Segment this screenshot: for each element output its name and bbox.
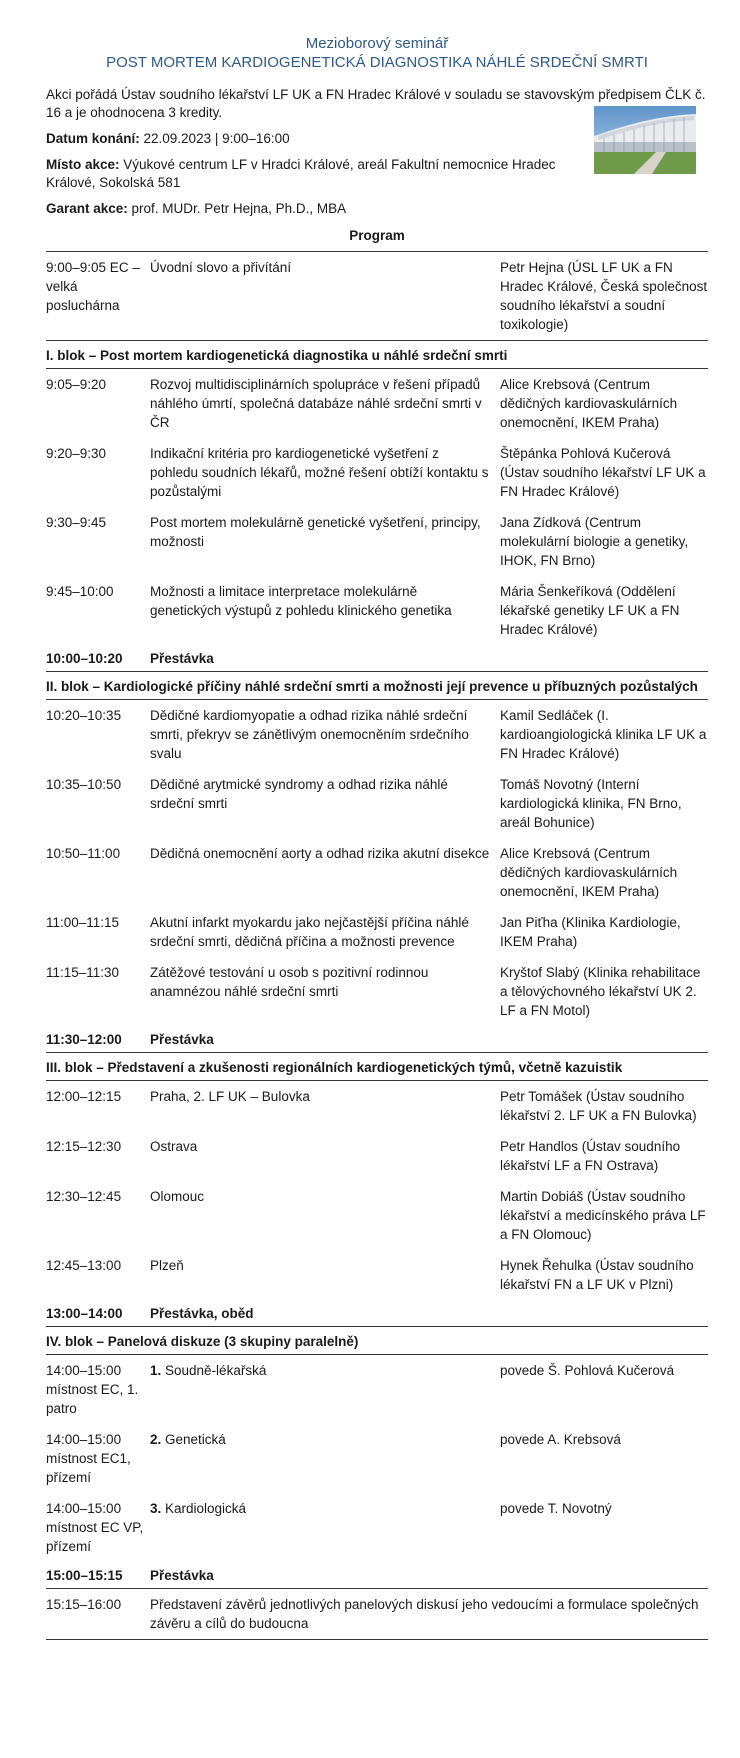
row-topic: Představení závěrů jednotlivých panelových diskusí jeho vedoucími a formulace společných závěru a cílů do budoucna [150, 1589, 708, 1640]
row-time: 10:20–10:35 [46, 708, 122, 723]
block-heading [46, 341, 708, 369]
table-row [46, 1250, 708, 1300]
row-speaker: povede A. Krebsová [500, 1432, 621, 1447]
group-name: Genetická [161, 1432, 226, 1447]
row-time: 10:50–11:00 [46, 846, 121, 861]
guarantor-info [46, 200, 708, 218]
table-row [46, 1081, 708, 1132]
table-row [46, 1181, 708, 1250]
row-speaker: Alice Krebsová (Centrum dědičných kardiovaskulárních onemocnění, IKEM Praha) [500, 377, 678, 430]
block-heading [46, 1327, 708, 1355]
row-time: 12:30–12:45 [46, 1189, 122, 1204]
table-row [46, 438, 708, 507]
date-value: 22.09.2023 | 9:00–16:00 [139, 131, 290, 146]
row-topic [150, 1424, 500, 1493]
row-time: 14:00–15:00 místnost EC, 1. patro [46, 1363, 139, 1416]
seminar-title: POST MORTEM KARDIOGENETICKÁ DIAGNOSTIKA NÁHLÉ SRDEČNÍ SMRTI [106, 54, 648, 71]
row-time: 10:35–10:50 [46, 777, 122, 792]
row-topic: Možnosti a limitace interpretace molekulárně genetických výstupů z pohledu klinického genetika [150, 584, 452, 618]
break-row [46, 1026, 708, 1053]
table-row [46, 507, 708, 576]
table-row [46, 1493, 708, 1562]
table-row [46, 252, 708, 341]
place-label: Místo akce: [46, 157, 120, 172]
row-speaker: Petr Tomášek (Ústav soudního lékařství 2. LF UK a FN Bulovka) [500, 1089, 697, 1123]
block-title: IV. blok – Panelová diskuze (3 skupiny paralelně) [46, 1327, 708, 1355]
table-row [46, 576, 708, 645]
place-value: Výukové centrum LF v Hradci Králové, areál Fakultní nemocnice Hradec Králové, Sokolská 581 [46, 157, 556, 190]
block-heading [46, 1053, 708, 1081]
row-topic: Dědičné arytmické syndromy a odhad rizika náhlé srdeční smrti [150, 777, 448, 811]
row-speaker: Hynek Řehulka (Ústav soudního lékařství FN a LF UK v Plzni) [500, 1258, 694, 1292]
row-speaker: Petr Hejna (ÚSL LF UK a FN Hradec Králové, Česká společnost soudního lékařství a soudní toxikologie) [500, 252, 708, 341]
program-heading: Program [349, 228, 405, 243]
break-label: Přestávka, oběd [150, 1306, 254, 1321]
group-number: 2. [150, 1432, 162, 1447]
guarantor-label: Garant akce: [46, 201, 128, 216]
block-title: II. blok – Kardiologické příčiny náhlé srdeční smrti a možnosti její prevence u příbuzných pozůstalých [46, 672, 708, 700]
row-time: 9:05–9:20 [46, 377, 107, 392]
row-speaker: Tomáš Novotný (Interní kardiologická klinika, FN Brno, areál Bohunice) [500, 777, 682, 830]
table-row [46, 369, 708, 439]
table-row [46, 907, 708, 957]
break-label: Přestávka [150, 651, 214, 666]
row-speaker: povede T. Novotný [500, 1501, 612, 1516]
seminar-subtitle: Mezioborový seminář [305, 35, 449, 52]
row-time: 11:15–11:30 [46, 965, 120, 980]
row-topic [150, 1355, 500, 1425]
group-number: 1. [150, 1363, 162, 1378]
building-photo [594, 106, 696, 174]
break-row [46, 645, 708, 672]
break-row [46, 1300, 708, 1327]
row-time: 9:00–9:05 EC – velká posluchárna [46, 252, 150, 341]
row-speaker: Alice Krebsová (Centrum dědičných kardiovaskulárních onemocnění, IKEM Praha) [500, 846, 678, 899]
row-speaker: Martin Dobiáš (Ústav soudního lékařství a medicínského práva LF a FN Olomouc) [500, 1189, 706, 1242]
group-name: Soudně-lékařská [161, 1363, 267, 1378]
date-label: Datum konání: [46, 131, 140, 146]
row-time: 14:00–15:00 místnost EC VP, přízemí [46, 1501, 144, 1554]
block-title: I. blok – Post mortem kardiogenetická diagnostika u náhlé srdeční smrti [46, 341, 708, 369]
break-time: 15:00–15:15 [46, 1568, 123, 1583]
intro-text: Akci pořádá Ústav soudního lékařství LF UK a FN Hradec Králové v souladu se stavovským předpisem ČLK č. 16 a je ohodnocena 3 kredity. [46, 87, 706, 120]
break-time: 10:00–10:20 [46, 651, 123, 666]
row-topic: Praha, 2. LF UK – Bulovka [150, 1089, 310, 1104]
row-time: 14:00–15:00 místnost EC1, přízemí [46, 1432, 131, 1485]
table-row [46, 1424, 708, 1493]
row-time: 15:15–16:00 [46, 1589, 150, 1640]
guarantor-value: prof. MUDr. Petr Hejna, Ph.D., MBA [127, 201, 347, 216]
row-speaker: Jana Zídková (Centrum molekulární biologie a genetiky, IHOK, FN Brno) [500, 515, 689, 568]
row-speaker: Mária Šenkeříková (Oddělení lékařské genetiky LF UK a FN Hradec Králové) [500, 584, 680, 637]
row-topic: Post mortem molekulárně genetické vyšetření, principy, možnosti [150, 515, 481, 549]
row-topic: Indikační kritéria pro kardiogenetické vyšetření z pohledu soudních lékařů, možné řešení obtíží kontaktu s pozůstalými [150, 446, 489, 499]
row-topic: Plzeň [150, 1258, 184, 1273]
row-topic: Akutní infarkt myokardu jako nejčastější příčina náhlé srdeční smrti, dědičná příčina a možnosti prevence [150, 915, 469, 949]
row-speaker: povede Š. Pohlová Kučerová [500, 1363, 675, 1378]
row-topic: Olomouc [150, 1189, 205, 1204]
row-topic: Úvodní slovo a přivítání [150, 252, 500, 341]
row-speaker: Petr Handlos (Ústav soudního lékařství LF a FN Ostrava) [500, 1139, 681, 1173]
table-row [46, 1589, 708, 1640]
row-speaker: Jan Piťha (Klinika Kardiologie, IKEM Praha) [500, 915, 681, 949]
break-row [46, 1562, 708, 1589]
row-time: 12:00–12:15 [46, 1089, 122, 1104]
row-topic: Dědičné kardiomyopatie a odhad rizika náhlé srdeční smrti, překryv se zánětlivým onemocněním srdečního svalu [150, 708, 469, 761]
row-time: 9:45–10:00 [46, 584, 114, 599]
break-label: Přestávka [150, 1032, 214, 1047]
building-photo-image [594, 106, 696, 174]
table-row [46, 1131, 708, 1181]
program-page [46, 34, 708, 1640]
row-time: 9:30–9:45 [46, 515, 107, 530]
program-table [46, 251, 708, 1640]
table-row [46, 957, 708, 1026]
table-row [46, 1355, 708, 1425]
row-speaker: Kryštof Slabý (Klinika rehabilitace a tělovýchovného lékařství UK 2. LF a FN Motol) [500, 965, 701, 1018]
row-time: 9:20–9:30 [46, 446, 107, 461]
row-speaker: Štěpánka Pohlová Kučerová (Ústav soudního lékařství LF UK a FN Hradec Králové) [500, 446, 706, 499]
block-heading [46, 672, 708, 700]
break-label: Přestávka [150, 1568, 214, 1583]
row-time: 12:45–13:00 [46, 1258, 122, 1273]
row-topic: Ostrava [150, 1139, 198, 1154]
row-time: 12:15–12:30 [46, 1139, 122, 1154]
break-time: 11:30–12:00 [46, 1032, 122, 1047]
table-row [46, 700, 708, 770]
row-topic: Dědičná onemocnění aorty a odhad rizika akutní disekce [150, 846, 490, 861]
place-info [46, 156, 566, 192]
row-speaker: Kamil Sedláček (I. kardioangiologická klinika LF UK a FN Hradec Králové) [500, 708, 707, 761]
table-row [46, 838, 708, 907]
row-time: 11:00–11:15 [46, 915, 120, 930]
row-topic: Rozvoj multidisciplinárních spolupráce v řešení případů náhlého úmrtí, společná databáze náhlé srdeční smrti v ČR [150, 377, 482, 430]
break-time: 13:00–14:00 [46, 1306, 123, 1321]
row-topic: Zátěžové testování u osob s pozitivní rodinnou anamnézou náhlé srdeční smrti [150, 965, 429, 999]
block-title: III. blok – Představení a zkušenosti regionálních kardiogenetických týmů, včetně kazuistik [46, 1053, 708, 1081]
group-number: 3. [150, 1501, 162, 1516]
group-name: Kardiologická [161, 1501, 247, 1516]
table-row [46, 769, 708, 838]
row-topic [150, 1493, 500, 1562]
